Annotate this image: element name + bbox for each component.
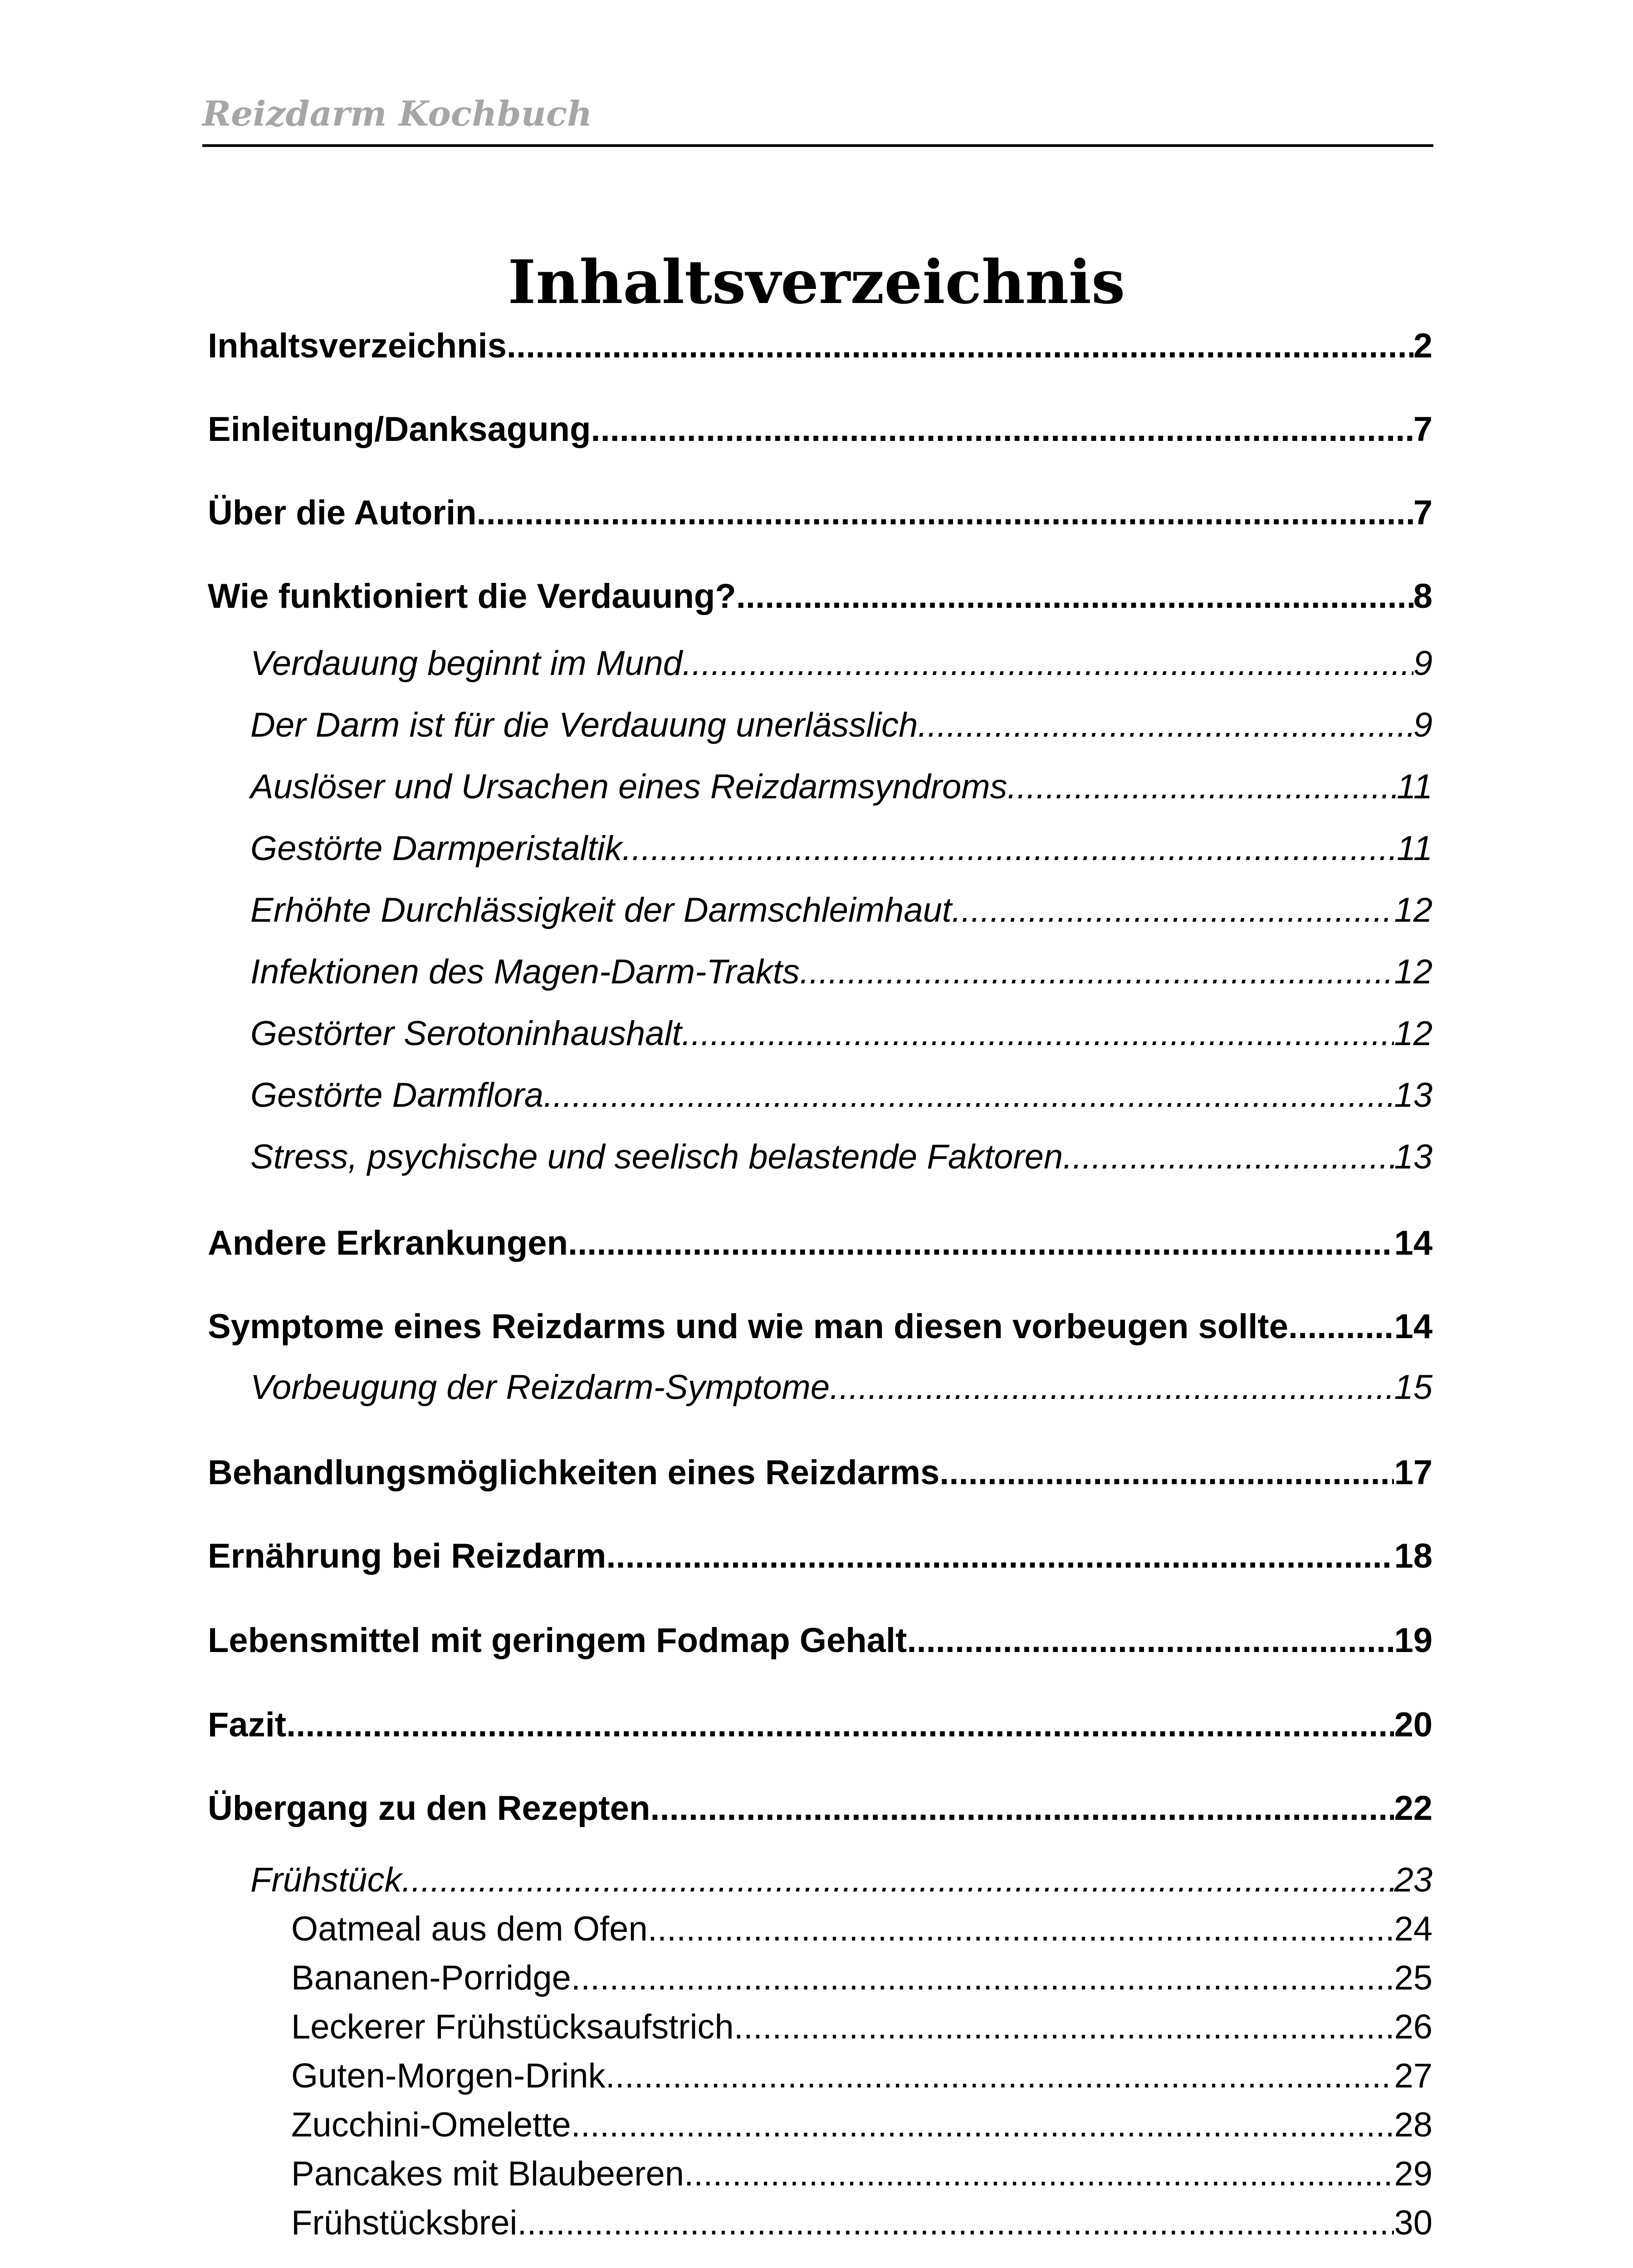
toc-entry-page: 8 (1413, 577, 1433, 616)
toc-entry-label: Frühstücksbrei (291, 2204, 518, 2242)
toc-entry[interactable] (208, 1700, 1433, 1750)
toc-entry-label: Auslöser und Ursachen eines Reizdarmsyndroms (250, 767, 1007, 806)
toc-entry-page: 14 (1394, 1224, 1433, 1262)
toc-entry-page: 12 (1394, 1014, 1433, 1053)
toc-recipe-entry[interactable] (291, 2051, 1433, 2101)
toc-entry-label: Ernährung bei Reizdarm (208, 1537, 606, 1575)
toc-entry-page: 22 (1394, 1789, 1433, 1828)
toc-subentry[interactable] (250, 947, 1433, 997)
toc-subentry[interactable] (250, 824, 1433, 874)
dot-leader (907, 1616, 1394, 1666)
toc-entry-page: 24 (1394, 1910, 1433, 1948)
toc-entry-label: Über die Autorin (208, 494, 477, 532)
toc-entry-label: Frühstück (250, 1861, 402, 1899)
toc-entry-label: Oatmeal aus dem Ofen (291, 1910, 648, 1948)
toc-recipe-entry[interactable] (291, 2002, 1433, 2052)
toc-entry[interactable] (208, 1616, 1433, 1666)
toc-entry-label: Leckerer Frühstücksaufstrich (291, 2008, 734, 2046)
toc-entry-label: Zucchini-Omelette (291, 2106, 571, 2144)
toc-entry-label: Guten-Morgen-Drink (291, 2057, 606, 2095)
toc-entry-page: 2 (1413, 327, 1433, 365)
toc-subentry[interactable] (250, 885, 1433, 935)
toc-entry-label: Gestörte Darmperistaltik (250, 829, 622, 868)
toc-entry-label: Vorbeugung der Reizdarm-Symptome (250, 1368, 830, 1407)
dot-leader (286, 1700, 1394, 1750)
toc-entry-page: 11 (1397, 767, 1433, 806)
toc-recipe-entry[interactable] (291, 2149, 1433, 2199)
dot-leader (606, 1531, 1394, 1581)
dot-leader (1007, 762, 1397, 812)
toc-entry-label: Übergang zu den Rezepten (208, 1789, 650, 1828)
toc-entry-page: 26 (1394, 2008, 1433, 2046)
toc-entry-page: 18 (1394, 1537, 1433, 1575)
dot-leader (939, 1448, 1394, 1498)
dot-leader (571, 2100, 1394, 2150)
dot-leader (918, 700, 1413, 750)
dot-leader (682, 639, 1413, 689)
dot-leader (830, 1363, 1394, 1413)
dot-leader (952, 885, 1394, 935)
toc-entry[interactable] (208, 572, 1433, 621)
dot-leader (650, 1784, 1394, 1833)
toc-entry-label: Stress, psychische und seelisch belastende Faktoren (250, 1138, 1063, 1176)
toc-entry[interactable] (208, 1531, 1433, 1581)
toc-subentry[interactable] (250, 1132, 1433, 1182)
toc-subentry[interactable] (250, 1363, 1433, 1413)
toc-entry-label: Bananen-Porridge (291, 1959, 571, 1997)
dot-leader (507, 321, 1413, 371)
toc-entry-page: 13 (1394, 1076, 1433, 1114)
toc-entry-page: 19 (1394, 1621, 1433, 1660)
dot-leader (402, 1855, 1394, 1905)
toc-entry-label: Lebensmittel mit geringem Fodmap Gehalt (208, 1621, 907, 1660)
toc-entry-page: 29 (1394, 2155, 1433, 2193)
page-title: Inhaltsverzeichnis (508, 247, 1125, 318)
toc-entry-label: Infektionen des Magen-Darm-Trakts (250, 953, 800, 991)
toc-entry-page: 15 (1394, 1368, 1433, 1407)
toc-entry[interactable] (208, 1302, 1433, 1352)
toc-entry[interactable] (208, 1784, 1433, 1833)
toc-entry-label: Fazit (208, 1706, 287, 1744)
toc-entry-page: 28 (1394, 2106, 1433, 2144)
toc-entry-page: 25 (1394, 1959, 1433, 1997)
dot-leader (1288, 1302, 1394, 1352)
dot-leader (736, 572, 1413, 621)
dot-leader (543, 1070, 1394, 1120)
dot-leader (800, 947, 1394, 997)
book-title: Reizdarm Kochbuch (202, 93, 592, 134)
toc-recipe-entry[interactable] (291, 2100, 1433, 2150)
toc-recipe-entry[interactable] (291, 2198, 1433, 2248)
toc-entry-label: Wie funktioniert die Verdauung? (208, 577, 736, 616)
toc-subentry[interactable] (250, 700, 1433, 750)
dot-leader (568, 1218, 1394, 1268)
toc-entry-label: Erhöhte Durchlässigkeit der Darmschleimhaut (250, 891, 952, 929)
toc-entry-label: Symptome eines Reizdarms und wie man diesen vorbeugen sollte (208, 1307, 1288, 1346)
toc-entry-page: 9 (1413, 644, 1433, 683)
toc-entry-page: 7 (1413, 494, 1433, 532)
toc-entry-label: Einleitung/Danksagung (208, 410, 591, 449)
dot-leader (734, 2002, 1394, 2052)
toc-entry-label: Andere Erkrankungen (208, 1224, 568, 1262)
toc-subentry[interactable] (250, 1855, 1433, 1905)
toc-entry[interactable] (208, 321, 1433, 371)
toc-recipe-entry[interactable] (291, 1904, 1433, 1954)
dot-leader (477, 488, 1413, 538)
dot-leader (591, 405, 1413, 455)
toc-entry-page: 9 (1413, 706, 1433, 744)
toc-entry-page: 17 (1394, 1453, 1433, 1492)
toc-recipe-entry[interactable] (291, 1953, 1433, 2003)
toc-entry-page: 13 (1394, 1138, 1433, 1176)
toc-entry[interactable] (208, 405, 1433, 455)
toc-subentry[interactable] (250, 762, 1433, 812)
toc-entry-page: 14 (1394, 1307, 1433, 1346)
toc-entry-label: Behandlungsmöglichkeiten eines Reizdarms (208, 1453, 940, 1492)
toc-subentry[interactable] (250, 1009, 1433, 1059)
dot-leader (571, 1953, 1394, 2003)
toc-entry-page: 23 (1394, 1861, 1433, 1899)
dot-leader (684, 2149, 1394, 2199)
dot-leader (648, 1904, 1394, 1954)
toc-entry-page: 11 (1397, 829, 1433, 868)
toc-entry-page: 12 (1394, 953, 1433, 991)
toc-entry-page: 20 (1394, 1706, 1433, 1744)
toc-entry[interactable] (208, 488, 1433, 538)
toc-entry-label: Verdauung beginnt im Mund (250, 644, 683, 683)
toc-entry-label: Pancakes mit Blaubeeren (291, 2155, 684, 2193)
toc-entry[interactable] (208, 1218, 1433, 1268)
toc-entry[interactable] (208, 1448, 1433, 1498)
toc-entry-page: 7 (1413, 410, 1433, 449)
toc-entry-label: Inhaltsverzeichnis (208, 327, 507, 365)
dot-leader (517, 2198, 1394, 2248)
toc-subentry[interactable] (250, 639, 1433, 689)
toc-entry-label: Gestörte Darmflora (250, 1076, 544, 1114)
dot-leader (682, 1009, 1394, 1059)
dot-leader (1063, 1132, 1394, 1182)
toc-entry-page: 30 (1394, 2204, 1433, 2242)
toc-subentry[interactable] (250, 1070, 1433, 1120)
toc-entry-label: Gestörter Serotoninhaushalt (250, 1014, 682, 1053)
toc-entry-page: 12 (1394, 891, 1433, 929)
toc-entry-page: 27 (1394, 2057, 1433, 2095)
toc-entry-label: Der Darm ist für die Verdauung unerlässlich (250, 706, 918, 744)
dot-leader (606, 2051, 1394, 2101)
dot-leader (622, 824, 1397, 874)
